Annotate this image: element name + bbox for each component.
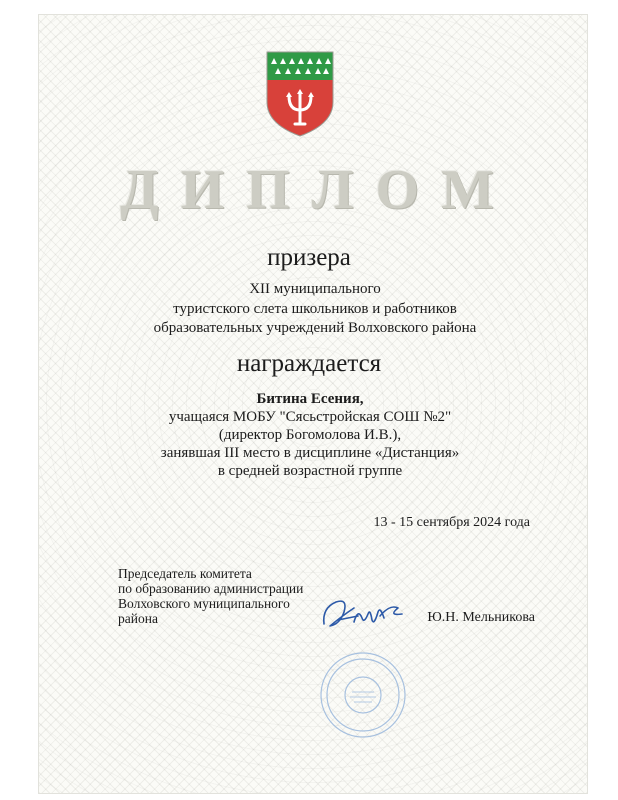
recipient-block — [100, 390, 520, 480]
stamp-icon — [318, 650, 408, 740]
signatory-position — [118, 566, 338, 626]
event-line: туристского слета школьников и работников — [173, 300, 457, 317]
diploma-title: ДИПЛОМ — [120, 159, 516, 221]
position-line: района — [118, 611, 158, 626]
recipient-line: учащаяся МОБУ "Сясьстройская СОШ №2" — [168, 409, 452, 425]
diploma-subtitle: призера — [267, 244, 351, 271]
position-line: по образованию администрации — [118, 581, 304, 596]
signatory-name: Ю.Н. Мельникова — [427, 610, 535, 625]
coat-of-arms-icon — [265, 50, 335, 138]
position-line: Волховского муниципального — [118, 596, 290, 611]
position-line: Председатель комитета — [118, 566, 252, 581]
awarded-heading: награждается — [236, 350, 382, 377]
signature-icon — [318, 594, 406, 634]
event-line: образовательных учреждений Волховского района — [153, 320, 477, 336]
recipient-name: Битина Есения, — [256, 391, 364, 407]
recipient-line: в средней возрастной группе — [217, 463, 403, 479]
recipient-line: занявшая III место в дисциплине «Дистанция» — [160, 445, 460, 461]
event-dates: 13 - 15 сентября 2024 года — [373, 515, 530, 530]
event-description — [80, 280, 550, 339]
event-line: XII муниципального — [249, 281, 381, 297]
recipient-line: (директор Богомолова И.В.), — [218, 427, 402, 443]
